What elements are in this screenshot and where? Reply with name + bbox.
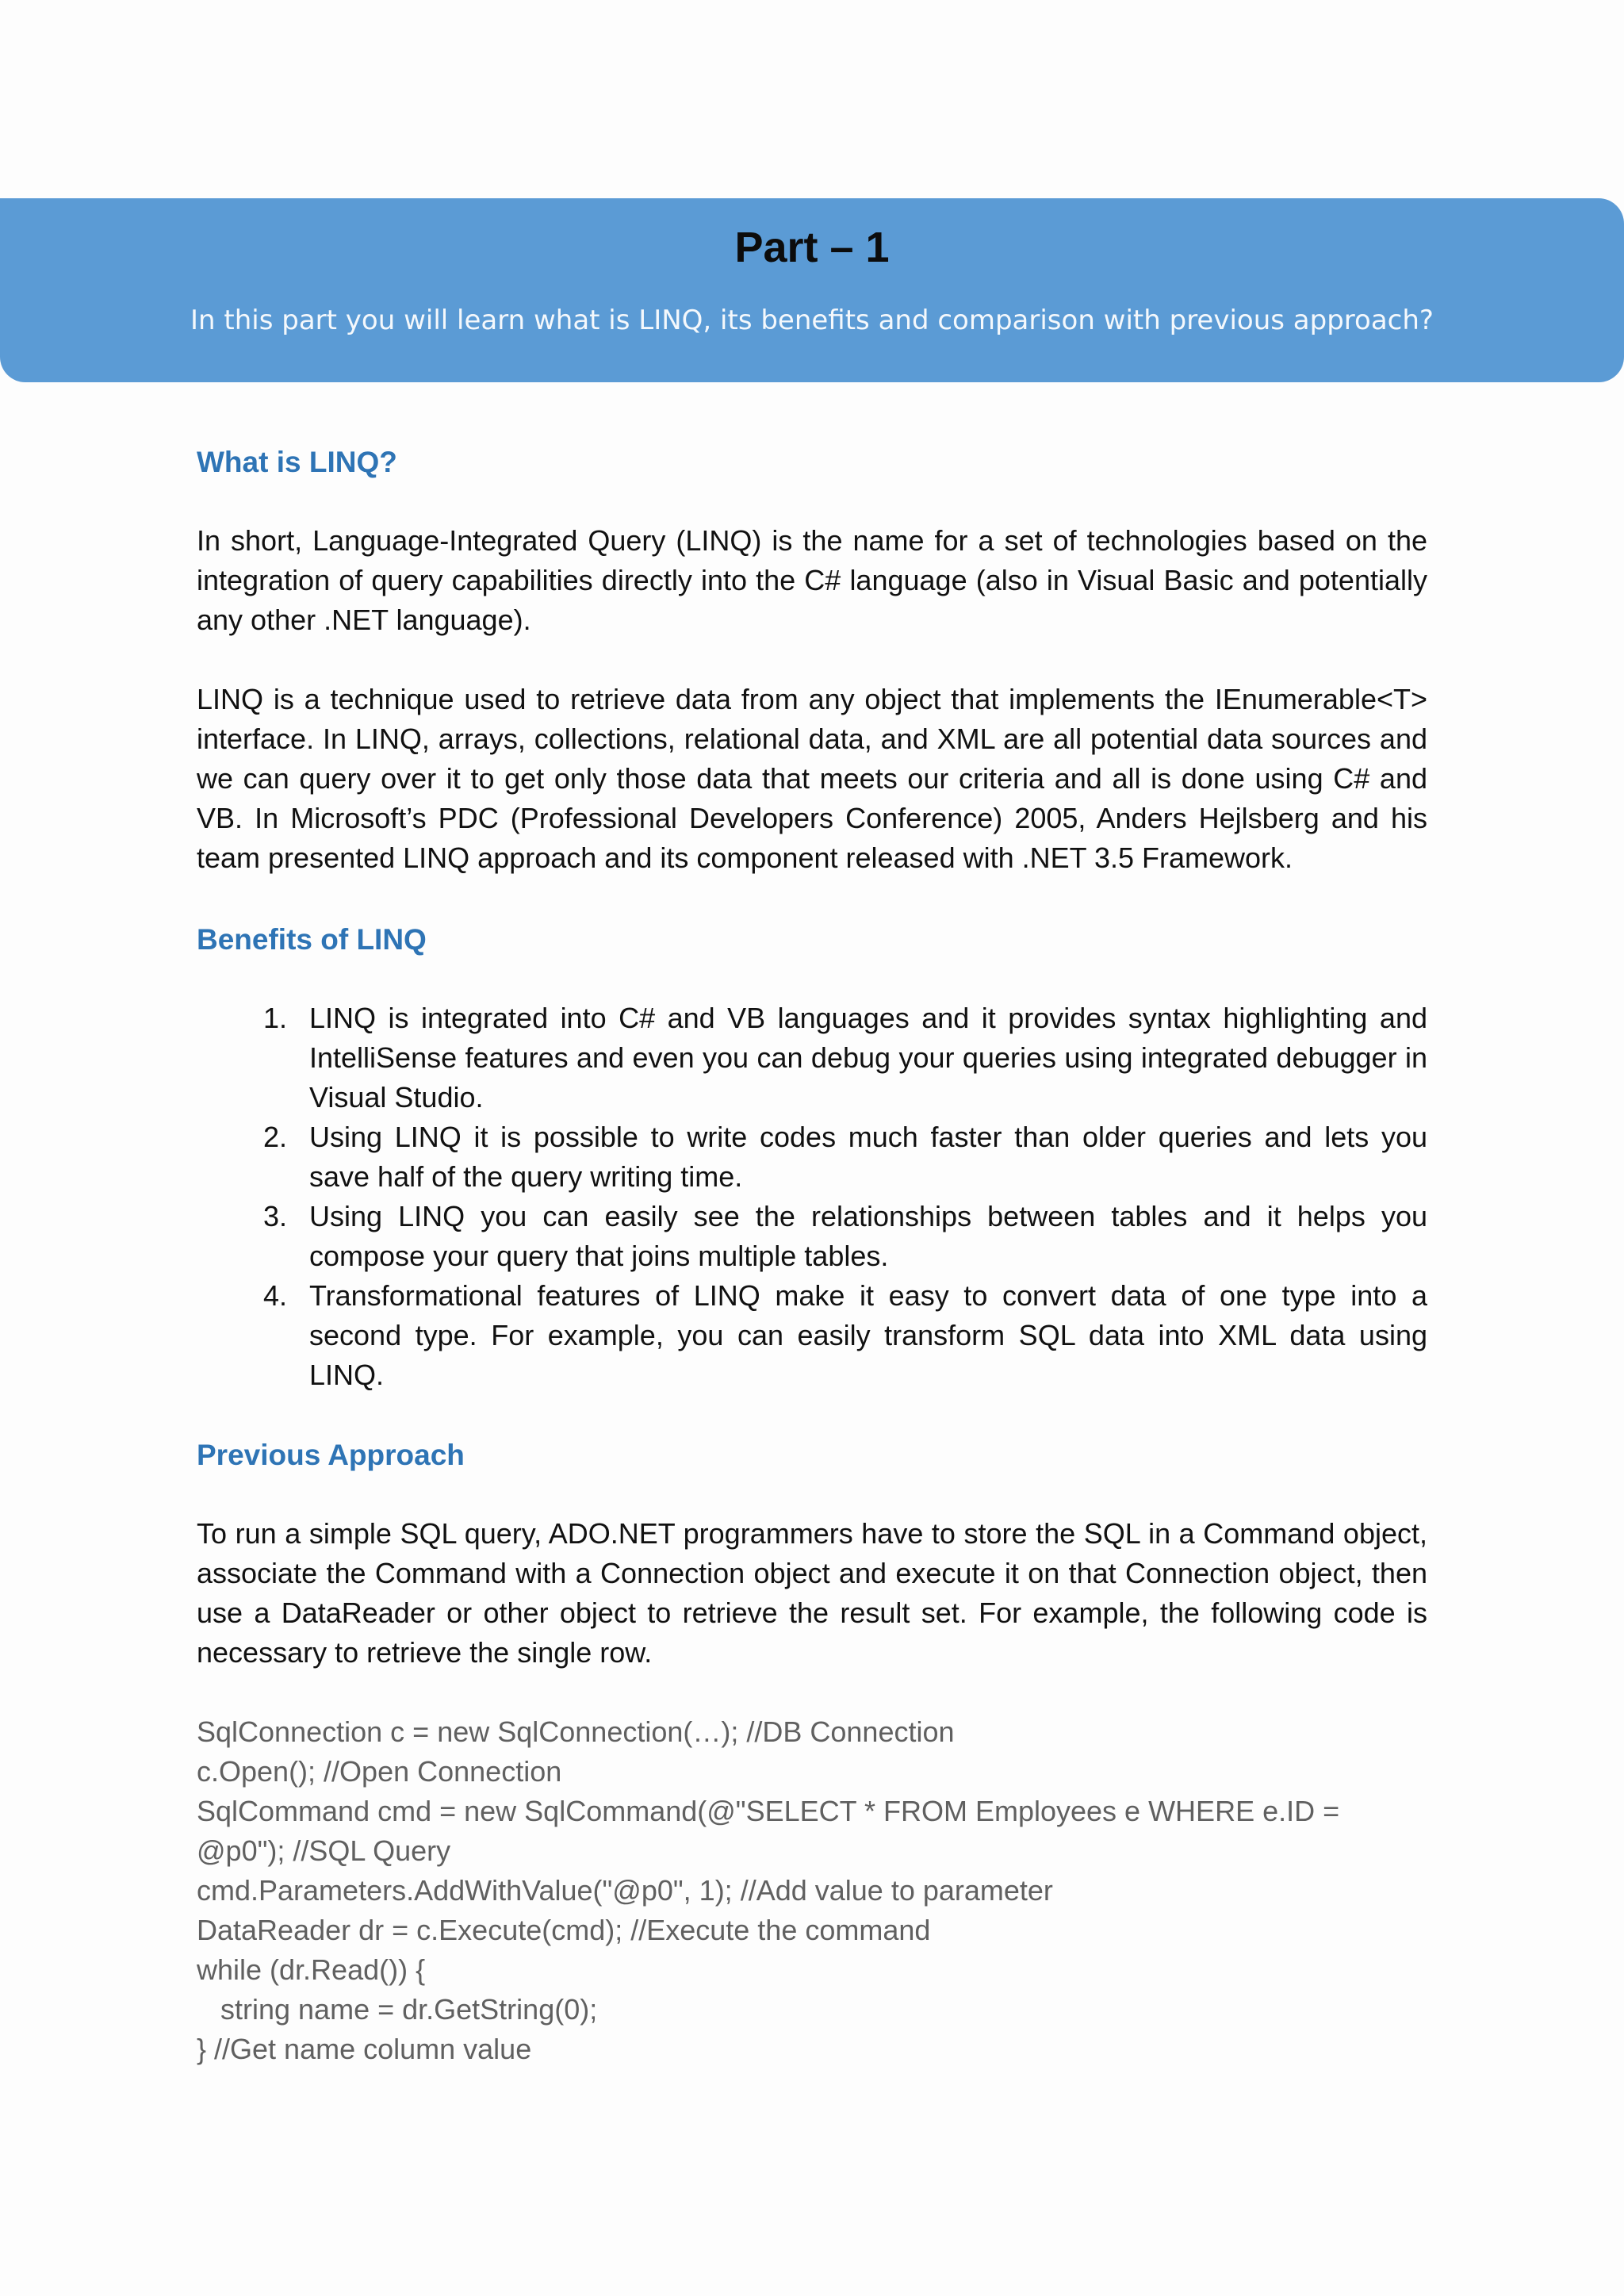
list-item: 3. Using LINQ you can easily see the relationships between tables and it helps you compose your query that joins multiple tables.	[295, 1197, 1427, 1276]
document-body	[197, 440, 1427, 2069]
page-subtitle: In this part you will learn what is LINQ, its benefits and comparison with previous approach?	[190, 305, 1434, 336]
paragraph: To run a simple SQL query, ADO.NET programmers have to store the SQL in a Command object, associate the Command with a Connection object and execute it on that Connection object, then use a DataReader or other object to retrieve the result set. For example, the following code is necessary to retrieve the single row.	[197, 1517, 1427, 1669]
list-item: 4. Transformational features of LINQ make it easy to convert data of one type into a second type. For example, you can easily transform SQL data into XML data using LINQ.	[295, 1276, 1427, 1395]
code-line: DataReader dr = c.Execute(cmd); //Execute the command	[197, 1914, 931, 1946]
code-line: } //Get name column value	[197, 2033, 532, 2065]
paragraph: In short, Language-Integrated Query (LINQ) is the name for a set of technologies based on the integration of query capabilities directly into the C# language (also in Visual Basic and potentially any other .NET language).	[197, 524, 1427, 636]
benefits-list	[197, 999, 1427, 1395]
page-title: Part – 1	[734, 224, 890, 271]
code-line: while (dr.Read()) {	[197, 1953, 426, 1986]
list-item: 1. LINQ is integrated into C# and VB languages and it provides syntax highlighting and IntelliSense features and even you can debug your queries using integrated debugger in Visual Studio.	[295, 999, 1427, 1117]
code-snippet	[197, 1712, 1427, 2069]
code-line: SqlConnection c = new SqlConnection(…); //DB Connection	[197, 1715, 955, 1748]
code-line: cmd.Parameters.AddWithValue("@p0", 1); //Add value to parameter	[197, 1874, 1053, 1907]
section-heading-previous-approach: Previous Approach	[197, 1439, 465, 1471]
code-line: c.Open(); //Open Connection	[197, 1755, 562, 1788]
section-heading-what-is-linq: What is LINQ?	[197, 446, 397, 478]
code-line: string name = dr.GetString(0);	[197, 1993, 598, 2026]
list-item: 2. Using LINQ it is possible to write codes much faster than older queries and lets you save half of the query writing time.	[295, 1117, 1427, 1197]
part-header-banner	[0, 198, 1624, 382]
paragraph: LINQ is a technique used to retrieve data from any object that implements the IEnumerable<T> interface. In LINQ, arrays, collections, relational data, and XML are all potential data sources and we can query over it to get only those data that meets our criteria and all is done using C# and VB. In Microsoft’s PDC (Professional Developers Conference) 2005, Anders Hejlsberg and his team presented LINQ approach and its component released with .NET 3.5 Framework.	[197, 683, 1427, 874]
code-line: SqlCommand cmd = new SqlCommand(@"SELECT * FROM Employees e WHERE e.ID = @p0"); //SQL Query	[197, 1795, 1348, 1867]
section-heading-benefits: Benefits of LINQ	[197, 923, 427, 956]
